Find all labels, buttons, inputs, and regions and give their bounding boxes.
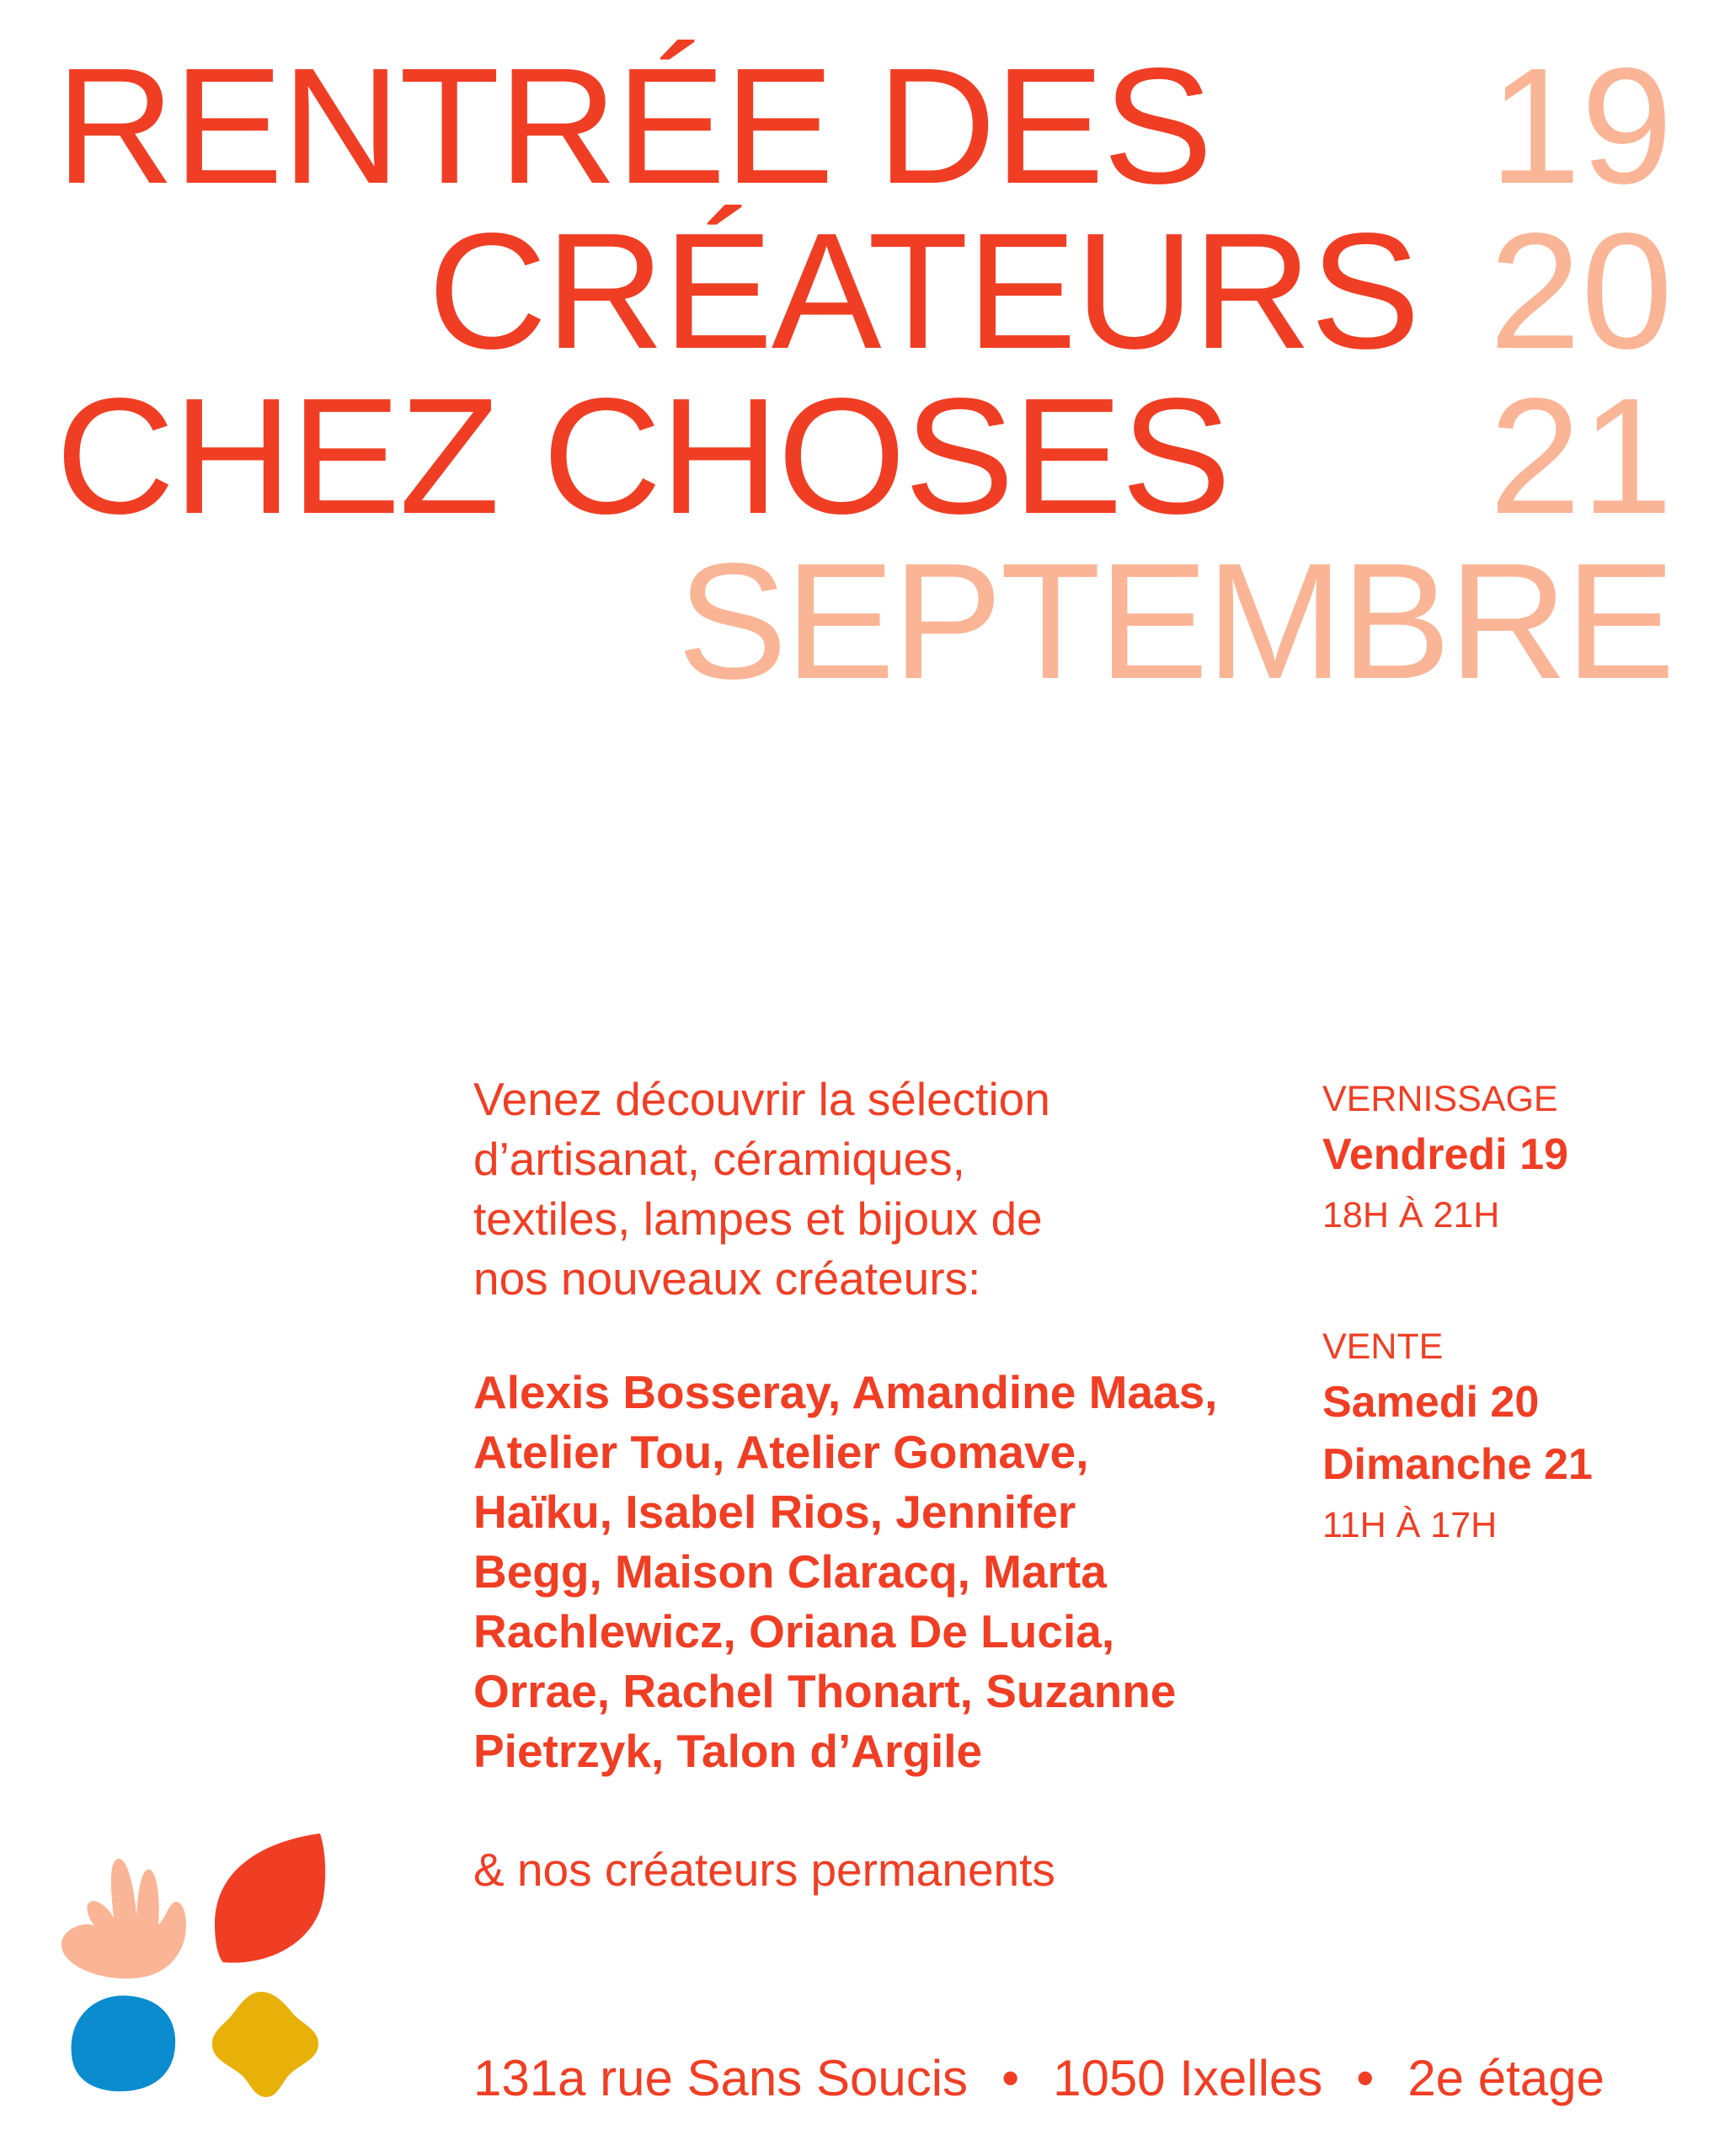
address-separator: • [1001,2050,1020,2106]
intro-line: d’artisanat, céramiques, [473,1133,965,1185]
creators-line: Alexis Bosseray, Amandine Maas, [473,1366,1218,1418]
headline-line-3: CHEZ CHOSES [56,364,1230,548]
vente-heading: VENTE [1322,1326,1444,1367]
address-city: 1050 Ixelles [1053,2050,1323,2106]
creators-list [473,1363,1274,1781]
headline-line-2: CRÉATEURS [428,199,1419,383]
date-month: SEPTEMBRE [677,529,1673,713]
vernissage-hours: 18H À 21H [1322,1195,1500,1235]
address-line [473,2045,1605,2112]
red-leaf-shape [215,1833,325,1963]
creators-line: Atelier Tou, Atelier Gomave, [473,1426,1089,1478]
choses-logo [51,1823,337,2118]
creators-line: Begg, Maison Claracq, Marta [473,1545,1107,1598]
date-day-1: 19 [1488,34,1673,218]
creators-line: Rachlewicz, Oriana De Lucia, [473,1605,1115,1657]
vernissage-day: Vendredi 19 [1322,1130,1568,1179]
yellow-blob-shape [212,1992,318,2097]
address-floor: 2e étage [1407,2050,1605,2106]
vente-day: Dimanche 21 [1322,1440,1593,1489]
intro-line: nos nouveaux créateurs: [473,1252,981,1305]
permanent-creators-note: & nos créateurs permanents [473,1844,1055,1896]
hand-leaf-shape [61,1859,186,1978]
address-street: 131a rue Sans Soucis [473,2050,969,2106]
intro-line: textiles, lampes et bijoux de [473,1193,1043,1245]
schedule-vente [1322,1322,1593,1555]
address-separator: • [1356,2050,1375,2106]
creators-line: Haïku, Isabel Rios, Jennifer [473,1486,1076,1538]
date-day-2: 20 [1488,199,1673,383]
headline-line-1: RENTRÉE DES [56,34,1212,218]
schedule-vernissage [1322,1075,1568,1245]
creators-line: Pietrzyk, Talon d’Argile [473,1725,983,1777]
intro-paragraph [473,1070,1231,1309]
vente-day: Samedi 20 [1322,1378,1540,1427]
vente-hours: 11H À 17H [1322,1505,1498,1545]
vernissage-heading: VERNISSAGE [1322,1079,1558,1119]
blue-blob-shape [72,1995,176,2091]
intro-line: Venez découvrir la sélection [473,1073,1050,1125]
date-day-3: 21 [1488,364,1673,548]
creators-line: Orrae, Rachel Thonart, Suzanne [473,1665,1177,1717]
